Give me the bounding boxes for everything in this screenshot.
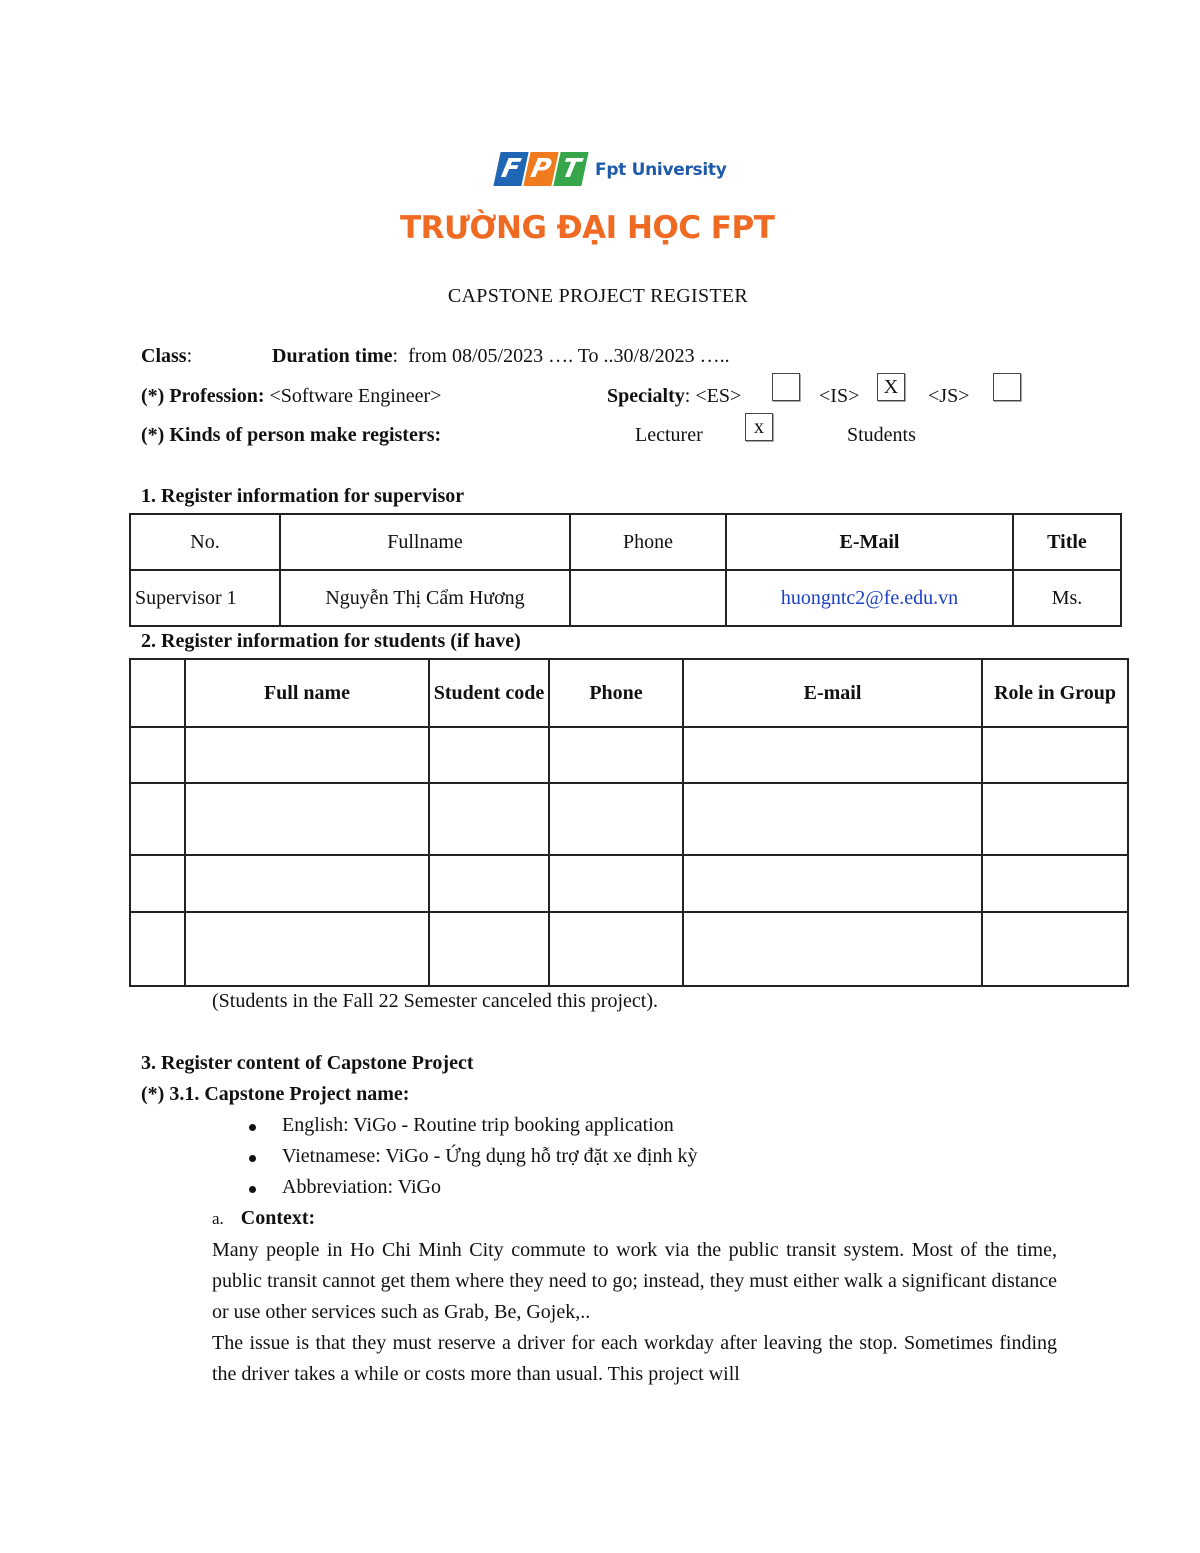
bullet-abbreviation: Abbreviation: ViGo — [282, 1176, 441, 1199]
duration-line: Duration time: from 08/05/2023 …. To ..30/8/2023 ….. — [272, 345, 730, 367]
supervisor-heading: 1. Register information for supervisor — [141, 485, 465, 507]
st-header-index — [130, 659, 185, 727]
bullet-dot — [249, 1124, 256, 1131]
student-row-4 — [130, 912, 1128, 986]
logo-university-text: Fpt University — [595, 160, 727, 180]
kind-lecturer-label: Lecturer — [635, 424, 703, 446]
sv-header-no: No. — [130, 514, 280, 570]
content-heading: 3. Register content of Capstone Project — [141, 1052, 474, 1074]
logo-letter-f: F — [493, 152, 528, 186]
specialty-label-wrap: Specialty: <ES> — [607, 385, 742, 407]
sv-header-fullname: Fullname — [280, 514, 570, 570]
sv-cell-email-link[interactable]: huongntc2@fe.edu.vn — [726, 570, 1013, 626]
bullet-dot — [249, 1186, 256, 1193]
sv-header-phone: Phone — [570, 514, 726, 570]
specialty-js-label: <JS> — [928, 385, 970, 407]
sv-header-title: Title — [1013, 514, 1121, 570]
sv-cell-title: Ms. — [1013, 570, 1121, 626]
document-title: CAPSTONE PROJECT REGISTER — [447, 285, 749, 307]
profession-label: (*) Profession: — [141, 385, 265, 407]
specialty-label: Specialty — [607, 385, 685, 407]
sv-header-email: E-Mail — [726, 514, 1013, 570]
class-label: Class — [141, 345, 187, 367]
project-name-heading: (*) 3.1. Capstone Project name: — [141, 1083, 410, 1105]
supervisor-table — [129, 513, 1122, 627]
supervisor-row — [130, 570, 1121, 626]
duration-label: Duration time — [272, 345, 393, 367]
sv-cell-fullname: Nguyễn Thị Cẩm Hương — [280, 570, 570, 626]
sv-cell-no: Supervisor 1 — [130, 570, 280, 626]
st-header-email: E-mail — [683, 659, 982, 727]
profession-value: <Software Engineer> — [269, 385, 442, 407]
students-heading: 2. Register information for students (if have) — [141, 630, 521, 652]
context-paragraph-1: Many people in Ho Chi Minh City commute to work via the public transit system. Most of the time, public transit cannot get them where they need to go; instead, they must either walk a significant distance or use other services such as Grab, Be, Gojek,.. — [212, 1239, 1057, 1323]
context-heading — [212, 1207, 315, 1230]
students-table — [129, 658, 1129, 987]
student-row-3 — [130, 855, 1128, 912]
specialty-es-label: <ES> — [695, 385, 742, 407]
kinds-line — [141, 424, 441, 447]
specialty-is-checkbox[interactable]: X — [877, 373, 905, 401]
profession-line — [141, 385, 441, 408]
st-header-phone: Phone — [549, 659, 683, 727]
specialty-is-label: <IS> — [819, 385, 860, 407]
context-paragraph-2: The issue is that they must reserve a driver for each workday after leaving the stop. Sometimes finding the driver takes a while or costs more than usual. This project will — [212, 1332, 1057, 1385]
st-header-student-code: Student code — [429, 659, 549, 727]
students-note: (Students in the Fall 22 Semester canceled this project). — [212, 990, 658, 1012]
student-row-1 — [130, 727, 1128, 783]
st-header-fullname: Full name — [185, 659, 429, 727]
student-row-2 — [130, 783, 1128, 855]
bullet-english: English: ViGo - Routine trip booking application — [282, 1114, 674, 1137]
st-header-role: Role in Group — [982, 659, 1128, 727]
bullet-dot — [249, 1155, 256, 1162]
logo-letter-p: P — [523, 152, 558, 186]
supervisor-header-row — [130, 514, 1121, 570]
specialty-es-checkbox[interactable] — [772, 373, 800, 401]
context-label: Context: — [240, 1207, 316, 1229]
kind-students-label: Students — [847, 424, 916, 446]
school-name: TRƯỜNG ĐẠI HỌC FPT — [400, 210, 775, 246]
kinds-label: (*) Kinds of person make registers: — [141, 424, 442, 446]
students-header-row — [130, 659, 1128, 727]
context-marker: a. — [212, 1209, 224, 1228]
logo-letter-t: T — [553, 152, 588, 186]
kind-lecturer-checkbox[interactable]: x — [745, 413, 773, 441]
sv-cell-phone[interactable] — [570, 570, 726, 626]
class-line: Class: — [141, 345, 193, 367]
duration-value: from 08/05/2023 …. To ..30/8/2023 ….. — [408, 345, 730, 367]
bullet-vietnamese: Vietnamese: ViGo - Ứng dụng hỗ trợ đặt xe định kỳ — [282, 1145, 697, 1168]
specialty-js-checkbox[interactable] — [993, 373, 1021, 401]
